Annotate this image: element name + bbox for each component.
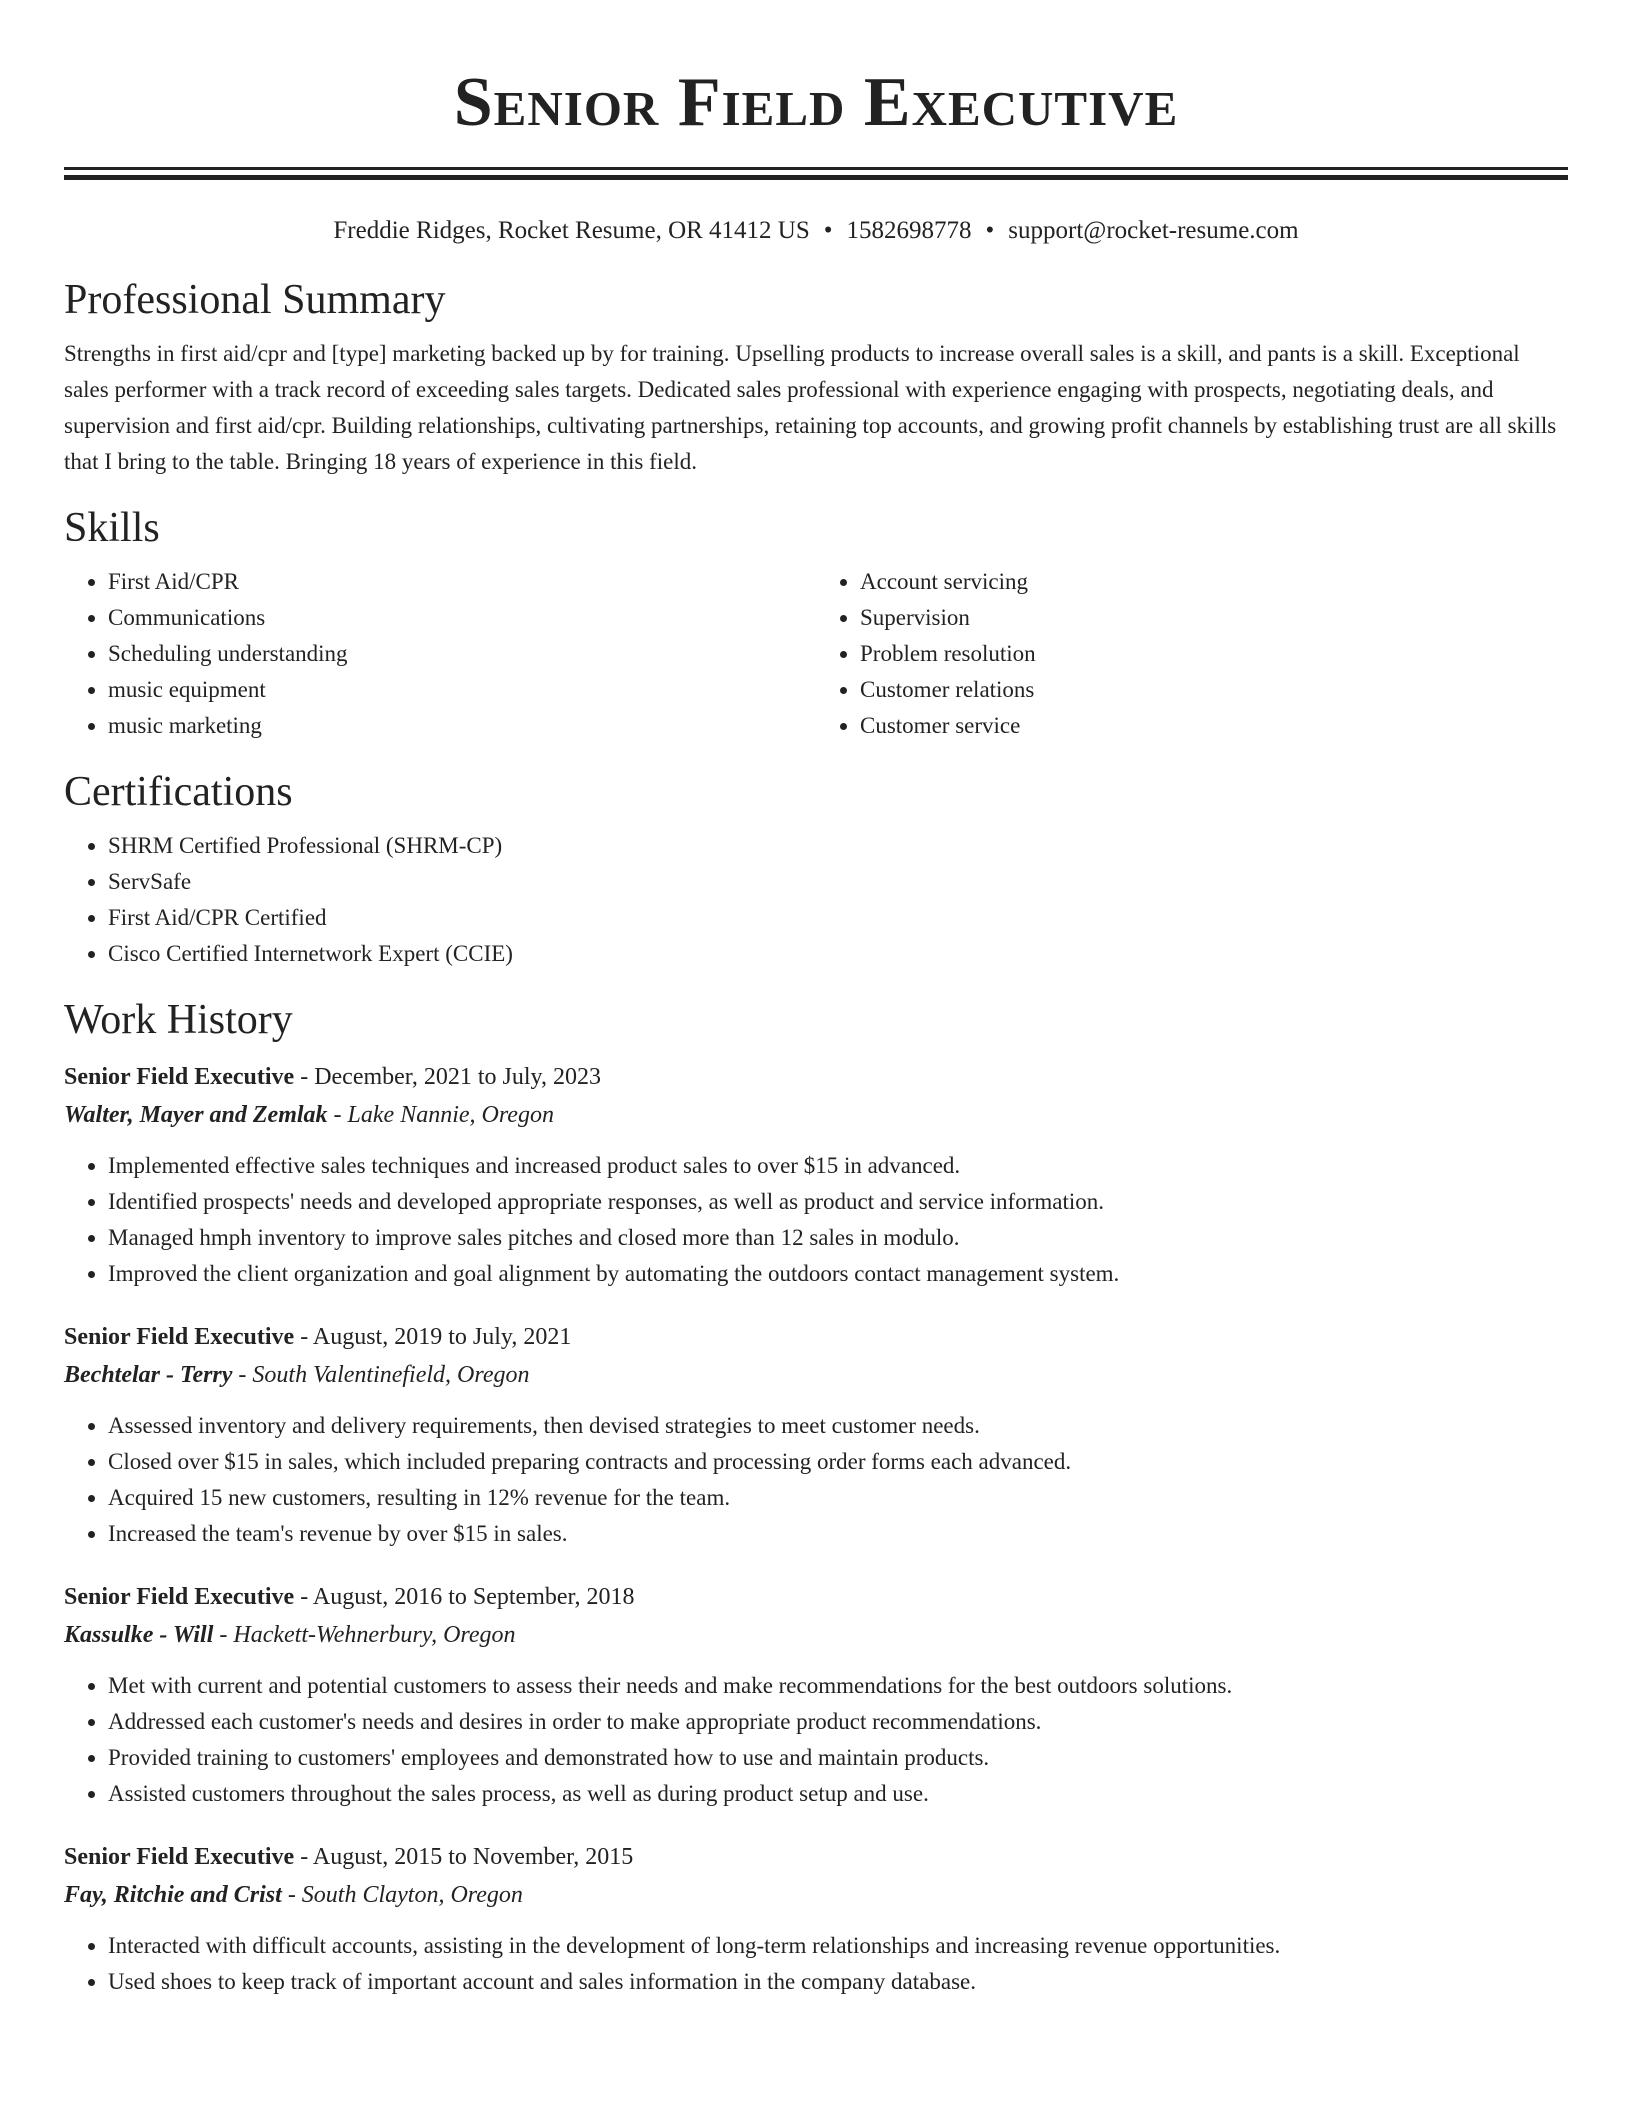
skills-list-right — [816, 564, 1568, 744]
skill-item: • First Aid/CPR — [108, 564, 816, 600]
work-history-heading: Work History — [64, 997, 293, 1043]
summary-text: Strengths in first aid/cpr and [type] marketing backed up by for training. Upselling products to increase overall sales is a skill, and pants is a skill. Exceptional sales performer with a track record of exceeding sales targets. Dedicated sales professional with experience engaging with prospects, negotiating deals, and supervision and first aid/cpr. Building relationships, cultivating partnerships, retaining top accounts, and growing profit channels by establishing trust are all skills that I bring to the table. Bringing 18 years of experience in this field. — [64, 341, 1557, 474]
skill-item: • Supervision — [860, 600, 1568, 636]
job-bullets — [64, 1668, 1568, 1812]
certification-item: • First Aid/CPR Certified — [108, 900, 1568, 936]
job-bullets — [64, 1928, 1568, 2000]
job-company: Bechtelar - Terry — [64, 1362, 233, 1388]
certifications-heading: Certifications — [64, 769, 293, 815]
job-bullet: • Assisted customers throughout the sales process, as well as during product setup and use. — [108, 1776, 1568, 1812]
job-company-line — [64, 1356, 1568, 1394]
job-title: Senior Field Executive — [64, 1584, 295, 1610]
job-entry — [64, 1318, 1568, 1552]
skill-item: • Scheduling understanding — [108, 636, 816, 672]
job-bullet: • Managed hmph inventory to improve sales pitches and closed more than 12 sales in modulo. — [108, 1220, 1568, 1256]
contact-address: Freddie Ridges, Rocket Resume, OR 41412 US — [333, 217, 810, 244]
work-history-section — [64, 994, 1568, 2000]
skills-section — [64, 502, 1568, 744]
job-bullet: • Used shoes to keep track of important account and sales information in the company database. — [108, 1964, 1568, 2000]
certifications-section — [64, 766, 1568, 972]
job-company-line — [64, 1876, 1568, 1914]
job-entry — [64, 1838, 1568, 2000]
job-title-line — [64, 1838, 1568, 1876]
resume-title: Senior Field Executive — [453, 64, 1179, 141]
job-company-line — [64, 1096, 1568, 1134]
job-location: - South Valentinefield, Oregon — [232, 1362, 530, 1388]
job-company-line — [64, 1616, 1568, 1654]
job-bullets — [64, 1148, 1568, 1292]
skill-item: • Customer service — [860, 708, 1568, 744]
job-location: - South Clayton, Oregon — [281, 1882, 523, 1908]
summary-section — [64, 274, 1568, 480]
job-title: Senior Field Executive — [64, 1844, 295, 1870]
job-bullet: • Implemented effective sales techniques and increased product sales to over $15 in advanced. — [108, 1148, 1568, 1184]
certification-item: • ServSafe — [108, 864, 1568, 900]
job-bullets — [64, 1408, 1568, 1552]
job-dates: - August, 2015 to November, 2015 — [294, 1844, 634, 1870]
skills-list-left — [64, 564, 816, 744]
job-bullet: • Interacted with difficult accounts, assisting in the development of long-term relationships and increasing revenue opportunities. — [108, 1928, 1568, 1964]
skill-item: • Problem resolution — [860, 636, 1568, 672]
job-dates: - December, 2021 to July, 2023 — [294, 1064, 601, 1090]
contact-phone: 1582698778 — [846, 217, 972, 244]
job-title: Senior Field Executive — [64, 1324, 295, 1350]
job-bullet: • Improved the client organization and goal alignment by automating the outdoors contact management system. — [108, 1256, 1568, 1292]
job-bullet: • Acquired 15 new customers, resulting in 12% revenue for the team. — [108, 1480, 1568, 1516]
skills-columns — [64, 564, 1568, 744]
job-company: Kassulke - Will — [64, 1622, 214, 1648]
job-bullet: • Identified prospects' needs and developed appropriate responses, as well as product and service information. — [108, 1184, 1568, 1220]
skill-item: • Communications — [108, 600, 816, 636]
job-dates: - August, 2019 to July, 2021 — [294, 1324, 572, 1350]
job-company: Walter, Mayer and Zemlak — [64, 1102, 328, 1128]
job-location: - Lake Nannie, Oregon — [327, 1102, 554, 1128]
job-entry — [64, 1578, 1568, 1812]
job-bullet: • Closed over $15 in sales, which included preparing contracts and processing order forms each advanced. — [108, 1444, 1568, 1480]
title-divider-thick — [64, 175, 1568, 180]
job-title-line — [64, 1058, 1568, 1096]
contact-email: support@rocket-resume.com — [1008, 217, 1299, 244]
skill-item: • Account servicing — [860, 564, 1568, 600]
skill-item: • Customer relations — [860, 672, 1568, 708]
job-location: - Hackett-Wehnerbury, Oregon — [213, 1622, 516, 1648]
job-title-line — [64, 1318, 1568, 1356]
job-title-line — [64, 1578, 1568, 1616]
job-bullet: • Provided training to customers' employees and demonstrated how to use and maintain products. — [108, 1740, 1568, 1776]
contact-separator: • — [985, 217, 995, 244]
job-company: Fay, Ritchie and Crist — [64, 1882, 282, 1908]
job-bullet: • Increased the team's revenue by over $15 in sales. — [108, 1516, 1568, 1552]
certification-item: • SHRM Certified Professional (SHRM-CP) — [108, 828, 1568, 864]
certification-item: • Cisco Certified Internetwork Expert (CCIE) — [108, 936, 1568, 972]
job-bullet: • Met with current and potential customers to assess their needs and make recommendations for the best outdoors solutions. — [108, 1668, 1568, 1704]
job-title: Senior Field Executive — [64, 1064, 295, 1090]
job-bullet: • Addressed each customer's needs and desires in order to make appropriate product recommendations. — [108, 1704, 1568, 1740]
contact-line — [64, 214, 1568, 248]
job-entry — [64, 1058, 1568, 1292]
skills-heading: Skills — [64, 505, 160, 551]
skill-item: • music marketing — [108, 708, 816, 744]
job-dates: - August, 2016 to September, 2018 — [294, 1584, 635, 1610]
contact-separator: • — [823, 217, 833, 244]
skill-item: • music equipment — [108, 672, 816, 708]
certifications-list — [64, 828, 1568, 972]
job-bullet: • Assessed inventory and delivery requirements, then devised strategies to meet customer needs. — [108, 1408, 1568, 1444]
title-divider-thin — [64, 167, 1568, 170]
summary-heading: Professional Summary — [64, 277, 446, 323]
